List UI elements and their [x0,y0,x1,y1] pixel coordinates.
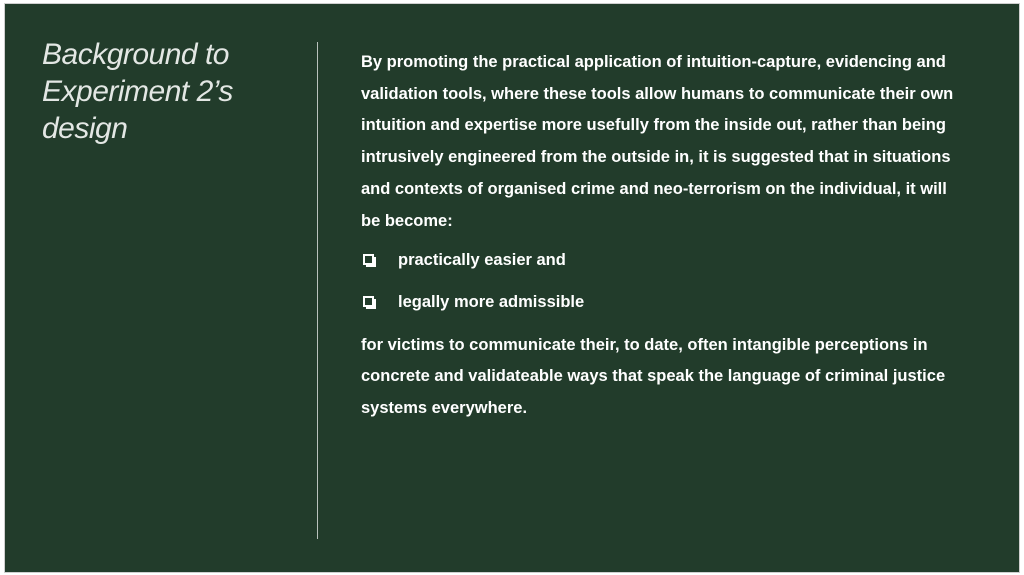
conclusion-paragraph: for victims to communicate their, to date, often intangible perceptions in concrete and validateable ways that speak the language of criminal justice systems everywhere. [361,335,946,418]
checkbox-icon [363,254,374,265]
vertical-divider [317,42,318,539]
intro-paragraph: By promoting the practical application of intuition-capture, evidencing and validation tools, where these tools allow humans to communicate their own intuition and expertise more usefully from the inside out, rather than being intrusively engineered from the outside in, it is suggested that in situations and contexts of organised crime and neo-terrorism on the individual, it will be become: [361,53,954,230]
checkbox-icon [363,296,374,307]
slide-title: Background to Experiment 2’s design [42,38,233,145]
bullet-text: practically easier and [398,251,566,270]
bullet-text: legally more admissible [398,293,585,312]
bullet-item [361,245,961,277]
bullet-item [361,287,961,319]
bullet-list [361,245,961,319]
slide [4,3,1020,573]
slide-body [361,47,961,425]
